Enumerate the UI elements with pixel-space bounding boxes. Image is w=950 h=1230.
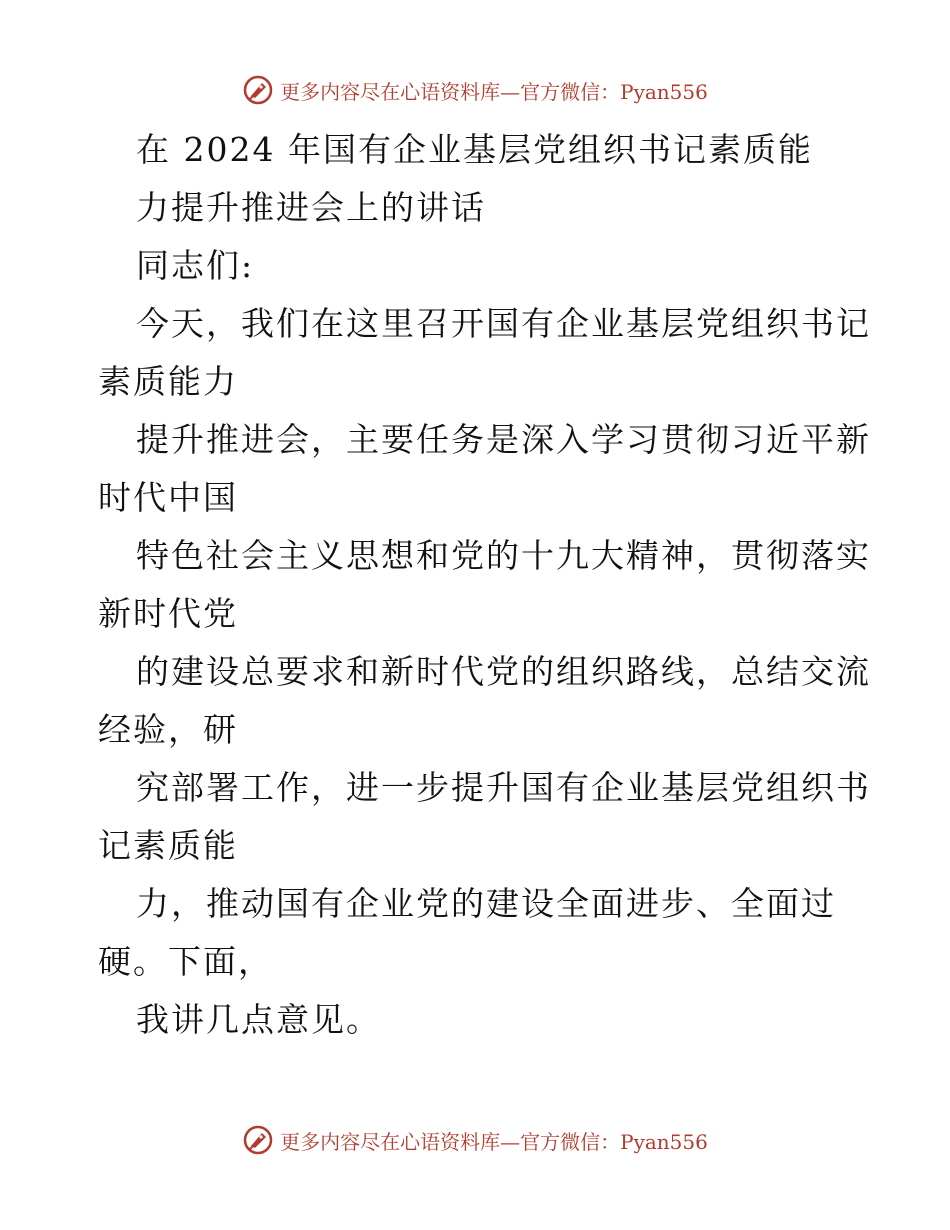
watermark-text: 更多内容尽在心语资料库—官方微信：Pyan556: [280, 79, 708, 104]
watermark-text: 更多内容尽在心语资料库—官方微信：Pyan556: [280, 1129, 708, 1154]
footer-watermark: [0, 1120, 950, 1160]
pen-nib-logo-icon: [242, 74, 274, 106]
paragraph-line: 我讲几点意见。: [136, 1000, 381, 1039]
document-title-line-1: 在 2024 年国有企业基层党组织书记素质能: [136, 130, 813, 169]
header-watermark: [0, 70, 950, 110]
paragraph-line: 今天，我们在这里召开国有企业基层党组织书记: [136, 304, 871, 343]
paragraph-line: 究部署工作，进一步提升国有企业基层党组织书: [136, 768, 871, 807]
paragraph-line: 提升推进会，主要任务是深入学习贯彻习近平新: [136, 420, 871, 459]
salutation: 同志们:: [136, 246, 255, 285]
paragraph-line: 经验，研: [98, 710, 238, 749]
pen-nib-logo-icon: [242, 1124, 274, 1156]
paragraph-line: 时代中国: [98, 478, 238, 517]
paragraph-line: 的建设总要求和新时代党的组织路线，总结交流: [136, 652, 871, 691]
watermark-group: [242, 74, 708, 106]
paragraph-line: 记素质能: [98, 826, 238, 865]
document-body: [98, 121, 871, 1049]
document-title-line-2: 力提升推进会上的讲话: [136, 188, 486, 227]
paragraph-line: 力，推动国有企业党的建设全面进步、全面过: [136, 884, 836, 923]
paragraph-line: 特色社会主义思想和党的十九大精神，贯彻落实: [136, 536, 871, 575]
watermark-group: [242, 1124, 708, 1156]
paragraph-line: 硬。下面，: [98, 942, 273, 981]
paragraph-line: 素质能力: [98, 362, 238, 401]
paragraph-line: 新时代党: [98, 594, 238, 633]
